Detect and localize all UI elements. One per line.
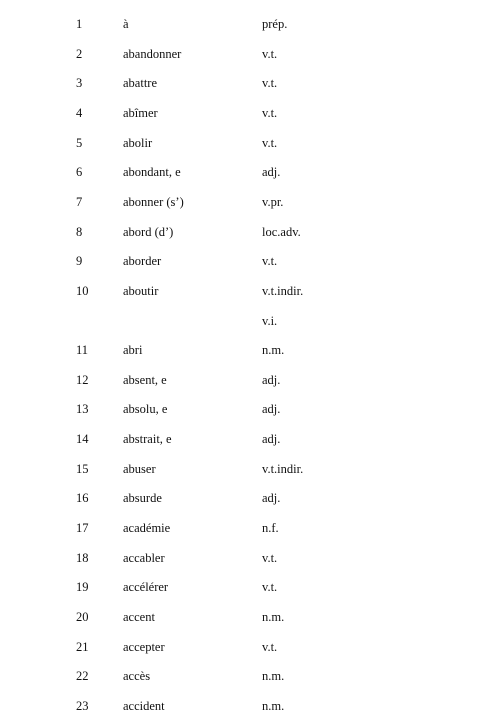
entry-part-of-speech: v.t. (262, 639, 278, 654)
entry-number: 5 (76, 135, 83, 150)
entry-number: 22 (76, 669, 89, 684)
entry-part-of-speech: n.m. (262, 343, 285, 358)
vocab-row (0, 342, 480, 372)
entry-part-of-speech: v.pr. (262, 194, 284, 209)
entry-part-of-speech: n.m. (262, 610, 285, 624)
entry-number: 8 (76, 224, 83, 239)
entry-number: 23 (76, 698, 89, 713)
entry-part-of-speech: v.t. (262, 135, 278, 150)
entry-word: abonner (s’) (123, 194, 184, 209)
vocab-row (0, 461, 480, 491)
vocab-row (0, 224, 480, 254)
entry-word: accepter (123, 639, 165, 654)
vocab-row (0, 194, 480, 224)
entry-word: abolir (123, 135, 153, 150)
entry-number: 13 (76, 402, 89, 417)
entry-word: absurde (123, 491, 162, 506)
vocab-row (0, 372, 480, 402)
entry-number: 9 (76, 254, 83, 269)
entry-number: 6 (76, 165, 83, 180)
entry-number: 4 (76, 105, 83, 120)
entry-word: abord (d’) (123, 224, 174, 239)
entry-word: absolu, e (123, 402, 168, 417)
vocab-row (0, 46, 480, 76)
entry-number: 16 (76, 491, 89, 506)
entry-word: abondant, e (123, 165, 181, 180)
vocab-row (0, 668, 480, 698)
vocab-row (0, 698, 480, 728)
entry-word: accabler (123, 550, 165, 565)
vocab-row (0, 253, 480, 283)
entry-part-of-speech: n.m. (262, 698, 285, 713)
entry-number: 1 (76, 17, 83, 31)
entry-word: accès (123, 669, 151, 684)
entry-part-of-speech: v.t. (262, 254, 278, 269)
entry-part-of-speech: adj. (262, 402, 281, 417)
entry-part-of-speech: v.t. (262, 76, 278, 91)
entry-word: aborder (123, 254, 162, 269)
entry-word: abattre (123, 76, 158, 91)
entry-part-of-speech: v.t. (262, 105, 278, 120)
entry-part-of-speech: n.f. (262, 521, 279, 536)
entry-number: 21 (76, 639, 89, 654)
vocab-row (0, 135, 480, 165)
entry-part-of-speech: prép. (262, 17, 288, 31)
entry-word: aboutir (123, 283, 159, 298)
entry-number: 2 (76, 46, 83, 61)
entry-word: académie (123, 521, 171, 536)
vocab-row (0, 313, 480, 343)
entry-number: 14 (76, 432, 89, 447)
vocab-row (0, 520, 480, 550)
entry-part-of-speech: adj. (262, 491, 281, 506)
entry-word: abstrait, e (123, 432, 172, 447)
entry-part-of-speech: n.m. (262, 669, 285, 684)
entry-number: 10 (76, 283, 89, 298)
entry-number: 18 (76, 550, 89, 565)
vocab-row (0, 164, 480, 194)
entry-number: 19 (76, 580, 89, 595)
entry-number: 7 (76, 194, 83, 209)
entry-part-of-speech: adj. (262, 165, 281, 180)
vocab-row (0, 579, 480, 609)
entry-part-of-speech: v.t. (262, 580, 278, 595)
entry-word: accent (123, 610, 155, 624)
vocab-row (0, 105, 480, 135)
entry-number: 17 (76, 521, 89, 536)
entry-part-of-speech: adj. (262, 372, 281, 387)
entry-part-of-speech: v.t. (262, 550, 278, 565)
entry-word: abîmer (123, 105, 158, 120)
vocab-row (0, 490, 480, 520)
entry-part-of-speech: v.t. (262, 46, 278, 61)
entry-number: 11 (76, 343, 89, 358)
vocab-row (0, 639, 480, 669)
vocab-row (0, 431, 480, 461)
entry-word: abri (123, 343, 143, 358)
vocab-row (0, 283, 480, 313)
entry-word: abuser (123, 461, 156, 476)
entry-part-of-speech: adj. (262, 432, 281, 447)
entry-word: abandonner (123, 46, 182, 61)
entry-part-of-speech: loc.adv. (262, 224, 301, 239)
entry-word: absent, e (123, 372, 167, 387)
entry-word: accident (123, 698, 165, 713)
entry-number: 15 (76, 461, 89, 476)
entry-part-of-speech: v.i. (262, 313, 278, 328)
vocab-row (0, 401, 480, 431)
entry-word: accélérer (123, 580, 169, 595)
vocab-row (0, 550, 480, 580)
vocab-row (0, 16, 480, 46)
entry-word: à (123, 17, 129, 31)
entry-number: 3 (76, 76, 83, 91)
entry-part-of-speech: v.t.indir. (262, 461, 304, 476)
entry-part-of-speech: v.t.indir. (262, 283, 304, 298)
vocab-row (0, 609, 480, 639)
entry-number: 20 (76, 610, 89, 624)
entry-number: 12 (76, 372, 89, 387)
vocab-row (0, 75, 480, 105)
